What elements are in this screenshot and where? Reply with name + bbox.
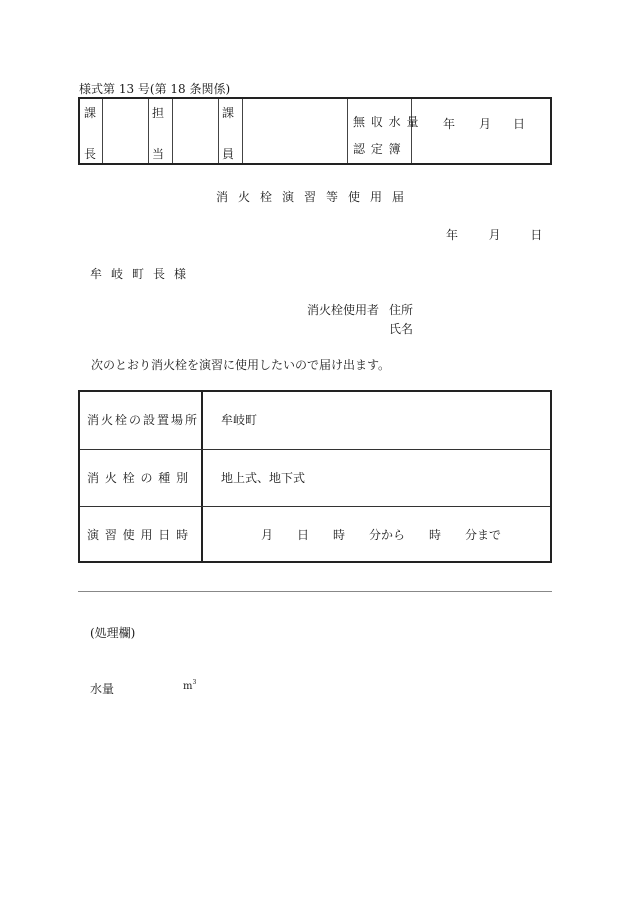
processing-section-label: (処理欄): [90, 626, 136, 640]
person-in-charge-stamp-box[interactable]: [172, 99, 218, 163]
hydrant-location-value[interactable]: 牟岐町: [221, 413, 258, 427]
person-in-charge-label-top: 担: [152, 106, 165, 120]
staff-stamp-box[interactable]: [242, 99, 347, 163]
person-in-charge-label-bottom: 当: [152, 147, 165, 161]
registry-date-year: 年: [443, 117, 456, 131]
hydrant-type-label: 消 火 栓 の 種 別: [87, 471, 190, 485]
section-divider: [78, 591, 552, 592]
registry-date-day: 日: [513, 117, 526, 131]
details-table: [78, 390, 552, 563]
usage-datetime-value[interactable]: 月 日 時 分から 時 分まで: [261, 528, 502, 542]
submission-date-day: 日: [530, 228, 543, 242]
water-volume-unit: [183, 679, 196, 692]
intro-text: 次のとおり消火栓を演習に使用したいので届け出ます。: [91, 358, 391, 372]
usage-datetime-label: 演 習 使 用 日 時: [87, 528, 190, 542]
unit-exponent: 3: [192, 679, 197, 686]
applicant-name-label: 氏名: [389, 322, 414, 336]
staff-label-top: 課: [222, 106, 235, 120]
document-title: 消火栓演習等使用届: [215, 190, 414, 204]
table-row: [80, 449, 550, 507]
water-volume-label: 水量: [90, 682, 115, 696]
applicant-label: 消火栓使用者: [307, 303, 380, 317]
hydrant-location-label: 消火栓の設置場所: [87, 413, 200, 427]
table-row: [80, 392, 550, 449]
addressee: 牟岐町長様: [90, 267, 196, 281]
section-chief-stamp-box[interactable]: [102, 99, 148, 163]
table-divider: [411, 99, 412, 163]
registry-label-line2: 認 定 簿: [353, 142, 402, 156]
registry-label-line1: 無 収 水 量: [353, 115, 420, 129]
applicant-address-label: 住所: [389, 303, 414, 317]
submission-date: [446, 226, 542, 243]
form-number: 様式第 13 号(第 18 条関係): [79, 82, 231, 96]
approval-table: [78, 97, 552, 165]
table-divider: [148, 99, 149, 163]
registry-date-month: 月: [479, 117, 492, 131]
section-chief-label-top: 課: [84, 106, 97, 120]
hydrant-type-value[interactable]: 地上式、地下式: [221, 471, 306, 485]
submission-date-year: 年: [446, 228, 459, 242]
submission-date-month: 月: [488, 228, 501, 242]
unit-base: m: [183, 681, 193, 692]
table-divider: [347, 99, 348, 163]
table-row: [80, 506, 550, 564]
table-divider: [218, 99, 219, 163]
staff-label-bottom: 員: [222, 147, 235, 161]
section-chief-label-bottom: 長: [84, 147, 97, 161]
